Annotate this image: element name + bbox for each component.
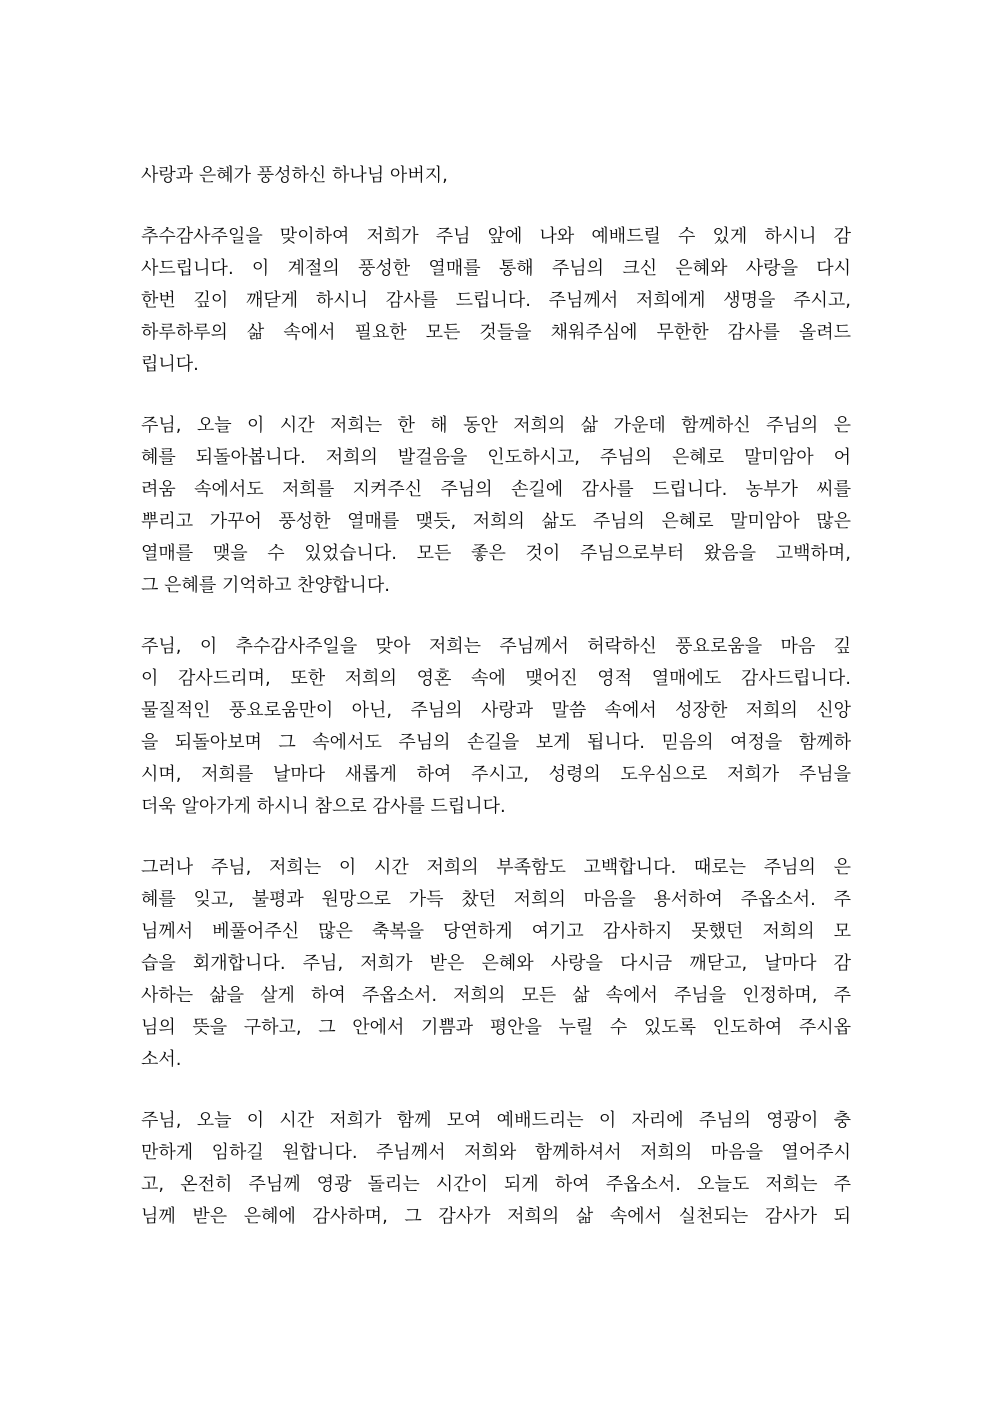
text-line: 사하는 삶을 살게 하여 주옵소서. 저희의 모든 삶 속에서 주님을 인정하며, 주 xyxy=(141,985,851,1006)
paragraph xyxy=(141,221,851,381)
text-line: 혜를 잊고, 불평과 원망으로 가득 찼던 저희의 마음을 용서하여 주옵소서. 주 xyxy=(141,889,851,910)
paragraph xyxy=(141,1105,851,1233)
text-line: 습을 회개합니다. 주님, 저희가 받은 은혜와 사랑을 다시금 깨닫고, 날마다 감 xyxy=(141,953,851,974)
text-line: 을 되돌아보며 그 속에서도 주님의 손길을 보게 됩니다. 믿음의 여정을 함께하 xyxy=(141,732,851,753)
paragraph-gap xyxy=(141,602,851,631)
paragraph-gap xyxy=(141,381,851,410)
text-line: 이 감사드리며, 또한 저희의 영혼 속에 맺어진 영적 열매에도 감사드립니다. xyxy=(141,668,851,689)
text-line: 주님, 오늘 이 시간 저희는 한 해 동안 저희의 삶 가운데 함께하신 주님의 은 xyxy=(141,415,851,436)
paragraph xyxy=(141,631,851,823)
text-line: 그러나 주님, 저희는 이 시간 저희의 부족함도 고백합니다. 때로는 주님의 은 xyxy=(141,857,851,878)
text-line: 더욱 알아가게 하시니 참으로 감사를 드립니다. xyxy=(141,796,506,817)
paragraph xyxy=(141,410,851,602)
greeting-line: 사랑과 은혜가 풍성하신 하나님 아버지, xyxy=(141,165,448,186)
text-line: 주님, 이 추수감사주일을 맞아 저희는 주님께서 허락하신 풍요로움을 마음 깊 xyxy=(141,636,851,657)
document-body xyxy=(141,160,851,1233)
text-line: 열매를 맺을 수 있었습니다. 모든 좋은 것이 주님으로부터 왔음을 고백하며, xyxy=(141,543,851,564)
text-line: 만하게 임하길 원합니다. 주님께서 저희와 함께하셔서 저희의 마음을 열어주시 xyxy=(141,1142,851,1163)
text-line: 님의 뜻을 구하고, 그 안에서 기쁨과 평안을 누릴 수 있도록 인도하여 주시옵 xyxy=(141,1017,851,1038)
paragraph xyxy=(141,852,851,1076)
text-line: 님께 받은 은혜에 감사하며, 그 감사가 저희의 삶 속에서 실천되는 감사가 되 xyxy=(141,1206,851,1227)
text-line: 그 은혜를 기억하고 찬양합니다. xyxy=(141,575,390,596)
text-line: 사드립니다. 이 계절의 풍성한 열매를 통해 주님의 크신 은혜와 사랑을 다시 xyxy=(141,258,851,279)
text-line: 주님, 오늘 이 시간 저희가 함께 모여 예배드리는 이 자리에 주님의 영광이 충 xyxy=(141,1110,851,1131)
paragraph-gap xyxy=(141,823,851,852)
text-line: 님께서 베풀어주신 많은 축복을 당연하게 여기고 감사하지 못했던 저희의 모 xyxy=(141,921,851,942)
text-line: 시며, 저희를 날마다 새롭게 하여 주시고, 성령의 도우심으로 저희가 주님을 xyxy=(141,764,851,785)
text-line: 물질적인 풍요로움만이 아닌, 주님의 사랑과 말씀 속에서 성장한 저희의 신앙 xyxy=(141,700,851,721)
paragraph-gap xyxy=(141,1076,851,1105)
paragraph-gap xyxy=(141,192,851,221)
text-line: 립니다. xyxy=(141,354,199,375)
text-line: 한번 깊이 깨닫게 하시니 감사를 드립니다. 주님께서 저희에게 생명을 주시고, xyxy=(141,290,851,311)
text-line: 혜를 되돌아봅니다. 저희의 발걸음을 인도하시고, 주님의 은혜로 말미암아 어 xyxy=(141,447,851,468)
text-line: 려움 속에서도 저희를 지켜주신 주님의 손길에 감사를 드립니다. 농부가 씨를 xyxy=(141,479,851,500)
text-line: 뿌리고 가꾸어 풍성한 열매를 맺듯, 저희의 삶도 주님의 은혜로 말미암아 많은 xyxy=(141,511,851,532)
text-line: 소서. xyxy=(141,1049,182,1070)
text-line: 고, 온전히 주님께 영광 돌리는 시간이 되게 하여 주옵소서. 오늘도 저희는 주 xyxy=(141,1174,851,1195)
text-line: 추수감사주일을 맞이하여 저희가 주님 앞에 나와 예배드릴 수 있게 하시니 감 xyxy=(141,226,851,247)
text-line: 하루하루의 삶 속에서 필요한 모든 것들을 채워주심에 무한한 감사를 올려드 xyxy=(141,322,851,343)
